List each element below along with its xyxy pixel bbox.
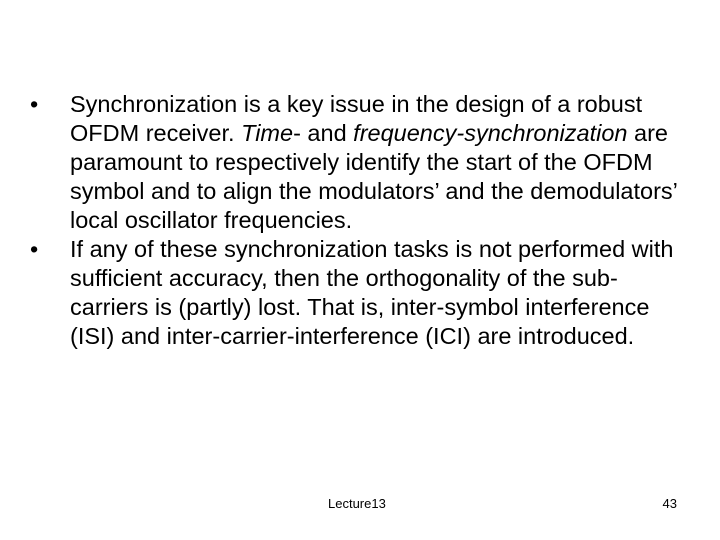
- bullet-list: [30, 90, 690, 351]
- bullet-text-italic-frequency: frequency-synchronization: [353, 120, 628, 146]
- footer-lecture-label: Lecture13: [328, 496, 386, 511]
- slide-page-number: 43: [662, 496, 677, 511]
- bullet-marker: •: [30, 236, 39, 262]
- bullet-text: [70, 90, 690, 235]
- bullet-item-accuracy: [30, 235, 690, 351]
- bullet-text-segment: are paramount to respectively identify the start of the OFDM symbol and to align the modulators’ and the demodulators’ local oscillator frequencies.: [70, 120, 678, 233]
- bullet-text: [70, 235, 690, 351]
- bullet-text-segment: - and: [293, 120, 354, 146]
- bullet-text-italic-time: Time: [241, 120, 294, 146]
- bullet-text-segment: If any of these synchronization tasks is not performed with sufficient accuracy, then the orthogonality of the sub-carriers is (partly) lost. That is, inter-symbol interference (ISI) and inter-carrier-interference (ICI) are introduced.: [70, 236, 674, 349]
- bullet-marker: •: [30, 91, 39, 117]
- bullet-item-synchronization: [30, 90, 690, 235]
- bullet-text-segment: Synchronization is a key issue in the design of a robust OFDM receiver.: [70, 91, 643, 146]
